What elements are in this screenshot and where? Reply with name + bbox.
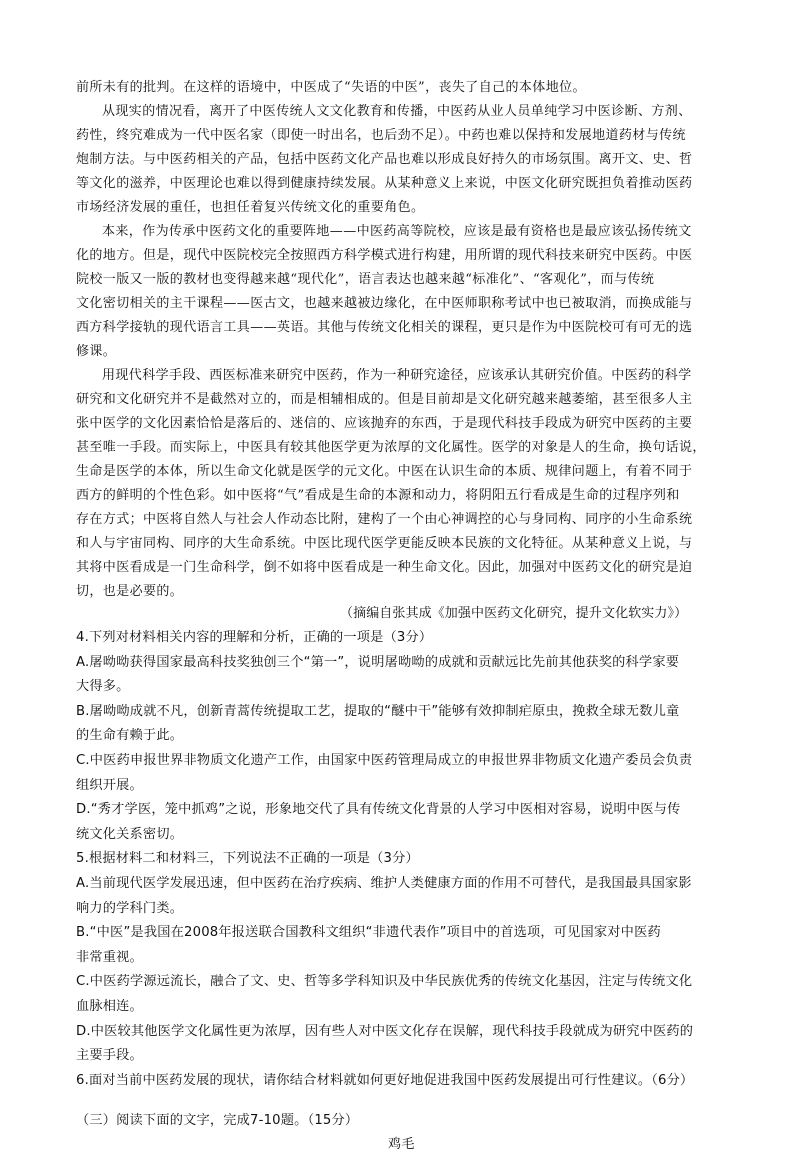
question-5-option-d-cont: 主要手段。 [76,1048,143,1063]
question-4-option-a: A.屠呦呦获得国家最高科技奖独创三个“第一”，说明屠呦呦的成就和贡献远比先前其他获奖的科学家要 [76,655,680,670]
passage-line: 切，也是必要的。 [76,584,184,599]
passage-line: 用现代科学手段、西医标准来研究中医药，作为一种研究途径，应该承认其研究价值。中医药的科学 [102,368,692,383]
question-4-option-c-cont: 组织开展。 [76,778,143,793]
passage-line: 前所未有的批判。在这样的语境中，中医成了“失语的中医”，丧失了自己的本体地位。 [76,80,586,95]
question-5-option-a-cont: 响力的学科门类。 [76,901,184,916]
passage-line: 张中医学的文化因素恰恰是落后的、迷信的、应该抛弃的东西，于是现代科技手段成为研究中医药的主要 [76,416,693,431]
passage-line: 文化密切相关的主干课程——医古文，也越来越被边缘化，在中医师职称考试中也已被取消，而换成能与 [76,296,693,311]
question-4-option-d-cont: 统文化关系密切。 [76,827,184,842]
question-4-option-b: B.屠呦呦成就不凡，创新青蒿传统提取工艺，提取的“醚中干”能够有效抑制疟原虫，挽救全球无数儿童 [76,704,680,719]
question-6-stem: 6.面对当前中医药发展的现状，请你结合材料就如何更好地促进我国中医药发展提出可行性建议。（6分） [76,1073,694,1088]
passage-line: 甚至唯一手段。而实际上，中医具有较其他医学更为浓厚的文化属性。医学的对象是人的生命，换句话说， [76,440,706,455]
question-4-stem: 4.下列对材料相关内容的理解和分析，正确的一项是（3分） [76,630,433,645]
question-5-option-b-cont: 非常重视。 [76,950,143,965]
passage-line: 生命是医学的本体，所以生命文化就是医学的元文化。中医在认识生命的本质、规律问题上，有着不同于 [76,464,693,479]
passage-line: 市场经济发展的重任，也担任着复兴传统文化的重要角色。 [76,200,425,215]
passage-line: 药性，终究难成为一代中医名家（即使一时出名，也后劲不足）。中药也难以保持和发展地道药材与传统 [76,128,686,143]
question-5-option-b: B.“中医”是我国在2008年报送联合国教科文组织“非遗代表作”项目中的首选项，可见国家对中医药 [76,925,661,940]
question-5-stem: 5.根据材料二和材料三，下列说法不正确的一项是（3分） [76,851,419,866]
passage-line: 等文化的滋养，中医理论也难以得到健康持续发展。从某种意义上来说，中医文化研究既担负着推动医药 [76,176,693,191]
passage-line: 西方的鲜明的个性色彩。如中医将“气”看成是生命的本源和动力，将阴阳五行看成是生命的过程序列和 [76,488,680,503]
question-4-option-a-cont: 大得多。 [76,679,130,694]
section-3-title: 鸡毛 [388,1137,415,1152]
question-4-option-d: D.“秀才学医，笼中抓鸡”之说，形象地交代了具有传统文化背景的人学习中医相对容易，说明中医与传 [76,802,681,817]
passage-line: 院校一版又一版的教材也变得越来越“现代化”，语言表达也越来越“标准化”、“客观化”，而与传统 [76,272,655,287]
passage-line: 从现实的情况看，离开了中医传统人文文化教育和传播，中医药从业人员单纯学习中医诊断、方剂、 [102,104,692,119]
question-4-option-b-cont: 的生命有赖于此。 [76,728,184,743]
passage-line: 本来，作为传承中医药文化的重要阵地——中医药高等院校，应该是最有资格也是最应该弘扬传统文 [102,224,692,239]
passage-citation: （摘编自张其成《加强中医药文化研究，提升文化软实力》） [340,606,688,621]
question-4-option-c: C.中医药申报世界非物质文化遗产工作，由国家中医药管理局成立的申报世界非物质文化遗产委员会负责 [76,753,693,768]
passage-line: 修课。 [76,344,117,359]
passage-line: 炮制方法。与中医药相关的产品，包括中医药文化产品也难以形成良好持久的市场氛围。离开文、史、哲 [76,152,693,167]
passage-line: 存在方式；中医将自然人与社会人作动态比附，建构了一个由心神调控的心与身同构、同序的小生命系统 [76,512,693,527]
question-5-option-c-cont: 血脉相连。 [76,999,143,1014]
question-5-option-c: C.中医药学源远流长，融合了文、史、哲等多学科知识及中华民族优秀的传统文化基因，注定与传统文化 [76,974,693,989]
passage-line: 研究和文化研究并不是截然对立的，而是相辅相成的。但是目前却是文化研究越来越萎缩，甚至很多人主 [76,392,693,407]
passage-line: 西方科学接轨的现代语言工具——英语。其他与传统文化相关的课程，更只是作为中医院校可有可无的选 [76,320,693,335]
passage-line: 和人与宇宙同构、同序的大生命系统。中医比现代医学更能反映本民族的文化特征。从某种意义上说，与 [76,536,693,551]
question-5-option-d: D.中医较其他医学文化属性更为浓厚，因有些人对中医文化存在误解，现代科技手段就成为研究中医药的 [76,1024,694,1039]
section-3-heading: （三）阅读下面的文字，完成7-10题。（15分） [76,1113,359,1128]
passage-line: 其将中医看成是一门生命科学，倒不如将中医看成是一种生命文化。因此，加强对中医药文化的研究是迫 [76,560,693,575]
question-5-option-a: A.当前现代医学发展迅速，但中医药在治疗疾病、维护人类健康方面的作用不可替代，是我国最具国家影 [76,876,692,891]
passage-line: 化的地方。但是，现代中医院校完全按照西方科学模式进行构建，用所谓的现代科技来研究中医药。中医 [76,248,693,263]
